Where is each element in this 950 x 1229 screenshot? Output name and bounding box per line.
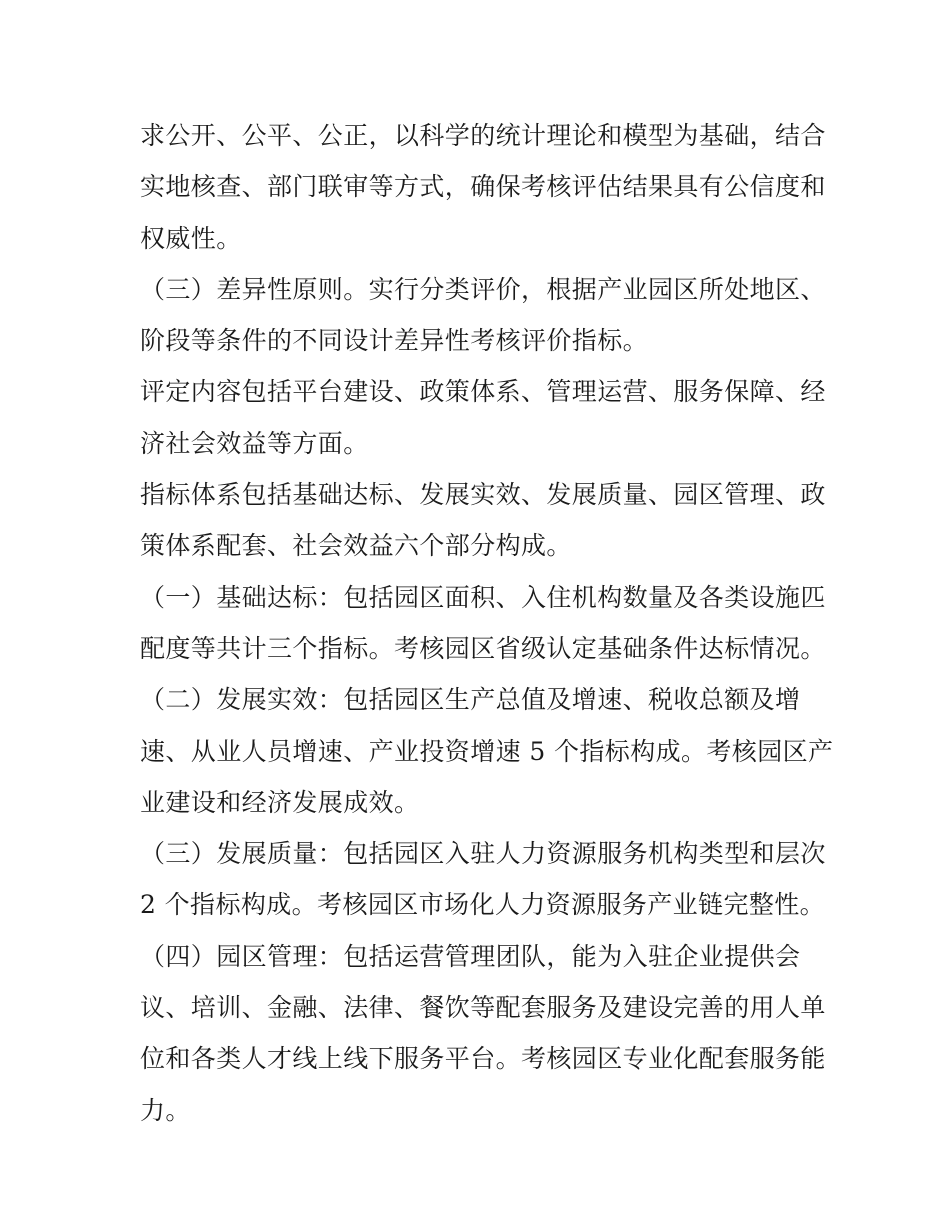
text-line: （二）发展实效：包括园区生产总值及增速、税收总额及增 (140, 685, 801, 715)
text-line: 策体系配套、社会效益六个部分构成。 (140, 531, 572, 561)
text-line: 权威性。 (140, 223, 242, 253)
text-line: 位和各类人才线上线下服务平台。考核园区专业化配套服务能 (140, 1044, 826, 1074)
text-line: （三）差异性原则。实行分类评价，根据产业园区所处地区、 (140, 274, 826, 304)
text-line: 济社会效益等方面。 (140, 428, 369, 458)
text-line: （四）园区管理：包括运营管理团队，能为入驻企业提供会 (140, 941, 801, 971)
text-line: 2 个指标构成。考核园区市场化人力资源服务产业链完整性。 (140, 890, 826, 920)
text-line: 议、培训、金融、法律、餐饮等配套服务及建设完善的用人单 (140, 993, 826, 1023)
text-line: 速、从业人员增速、产业投资增速 5 个指标构成。考核园区产 (140, 736, 834, 766)
text-line: （一）基础达标：包括园区面积、入住机构数量及各类设施匹 (140, 582, 826, 612)
text-line: 业建设和经济发展成效。 (140, 787, 420, 817)
text-line: 评定内容包括平台建设、政策体系、管理运营、服务保障、经 (140, 377, 826, 407)
text-line: 指标体系包括基础达标、发展实效、发展质量、园区管理、政 (140, 480, 826, 510)
text-line: 实地核查、部门联审等方式，确保考核评估结果具有公信度和 (140, 172, 826, 202)
text-line: （三）发展质量：包括园区入驻人力资源服务机构类型和层次 (140, 839, 826, 869)
text-line: 力。 (140, 1095, 191, 1125)
text-line: 求公开、公平、公正，以科学的统计理论和模型为基础，结合 (140, 121, 826, 150)
text-line: 配度等共计三个指标。考核园区省级认定基础条件达标情况。 (140, 633, 826, 663)
body-text (140, 110, 834, 1136)
text-line: 阶段等条件的不同设计差异性考核评价指标。 (140, 326, 649, 356)
